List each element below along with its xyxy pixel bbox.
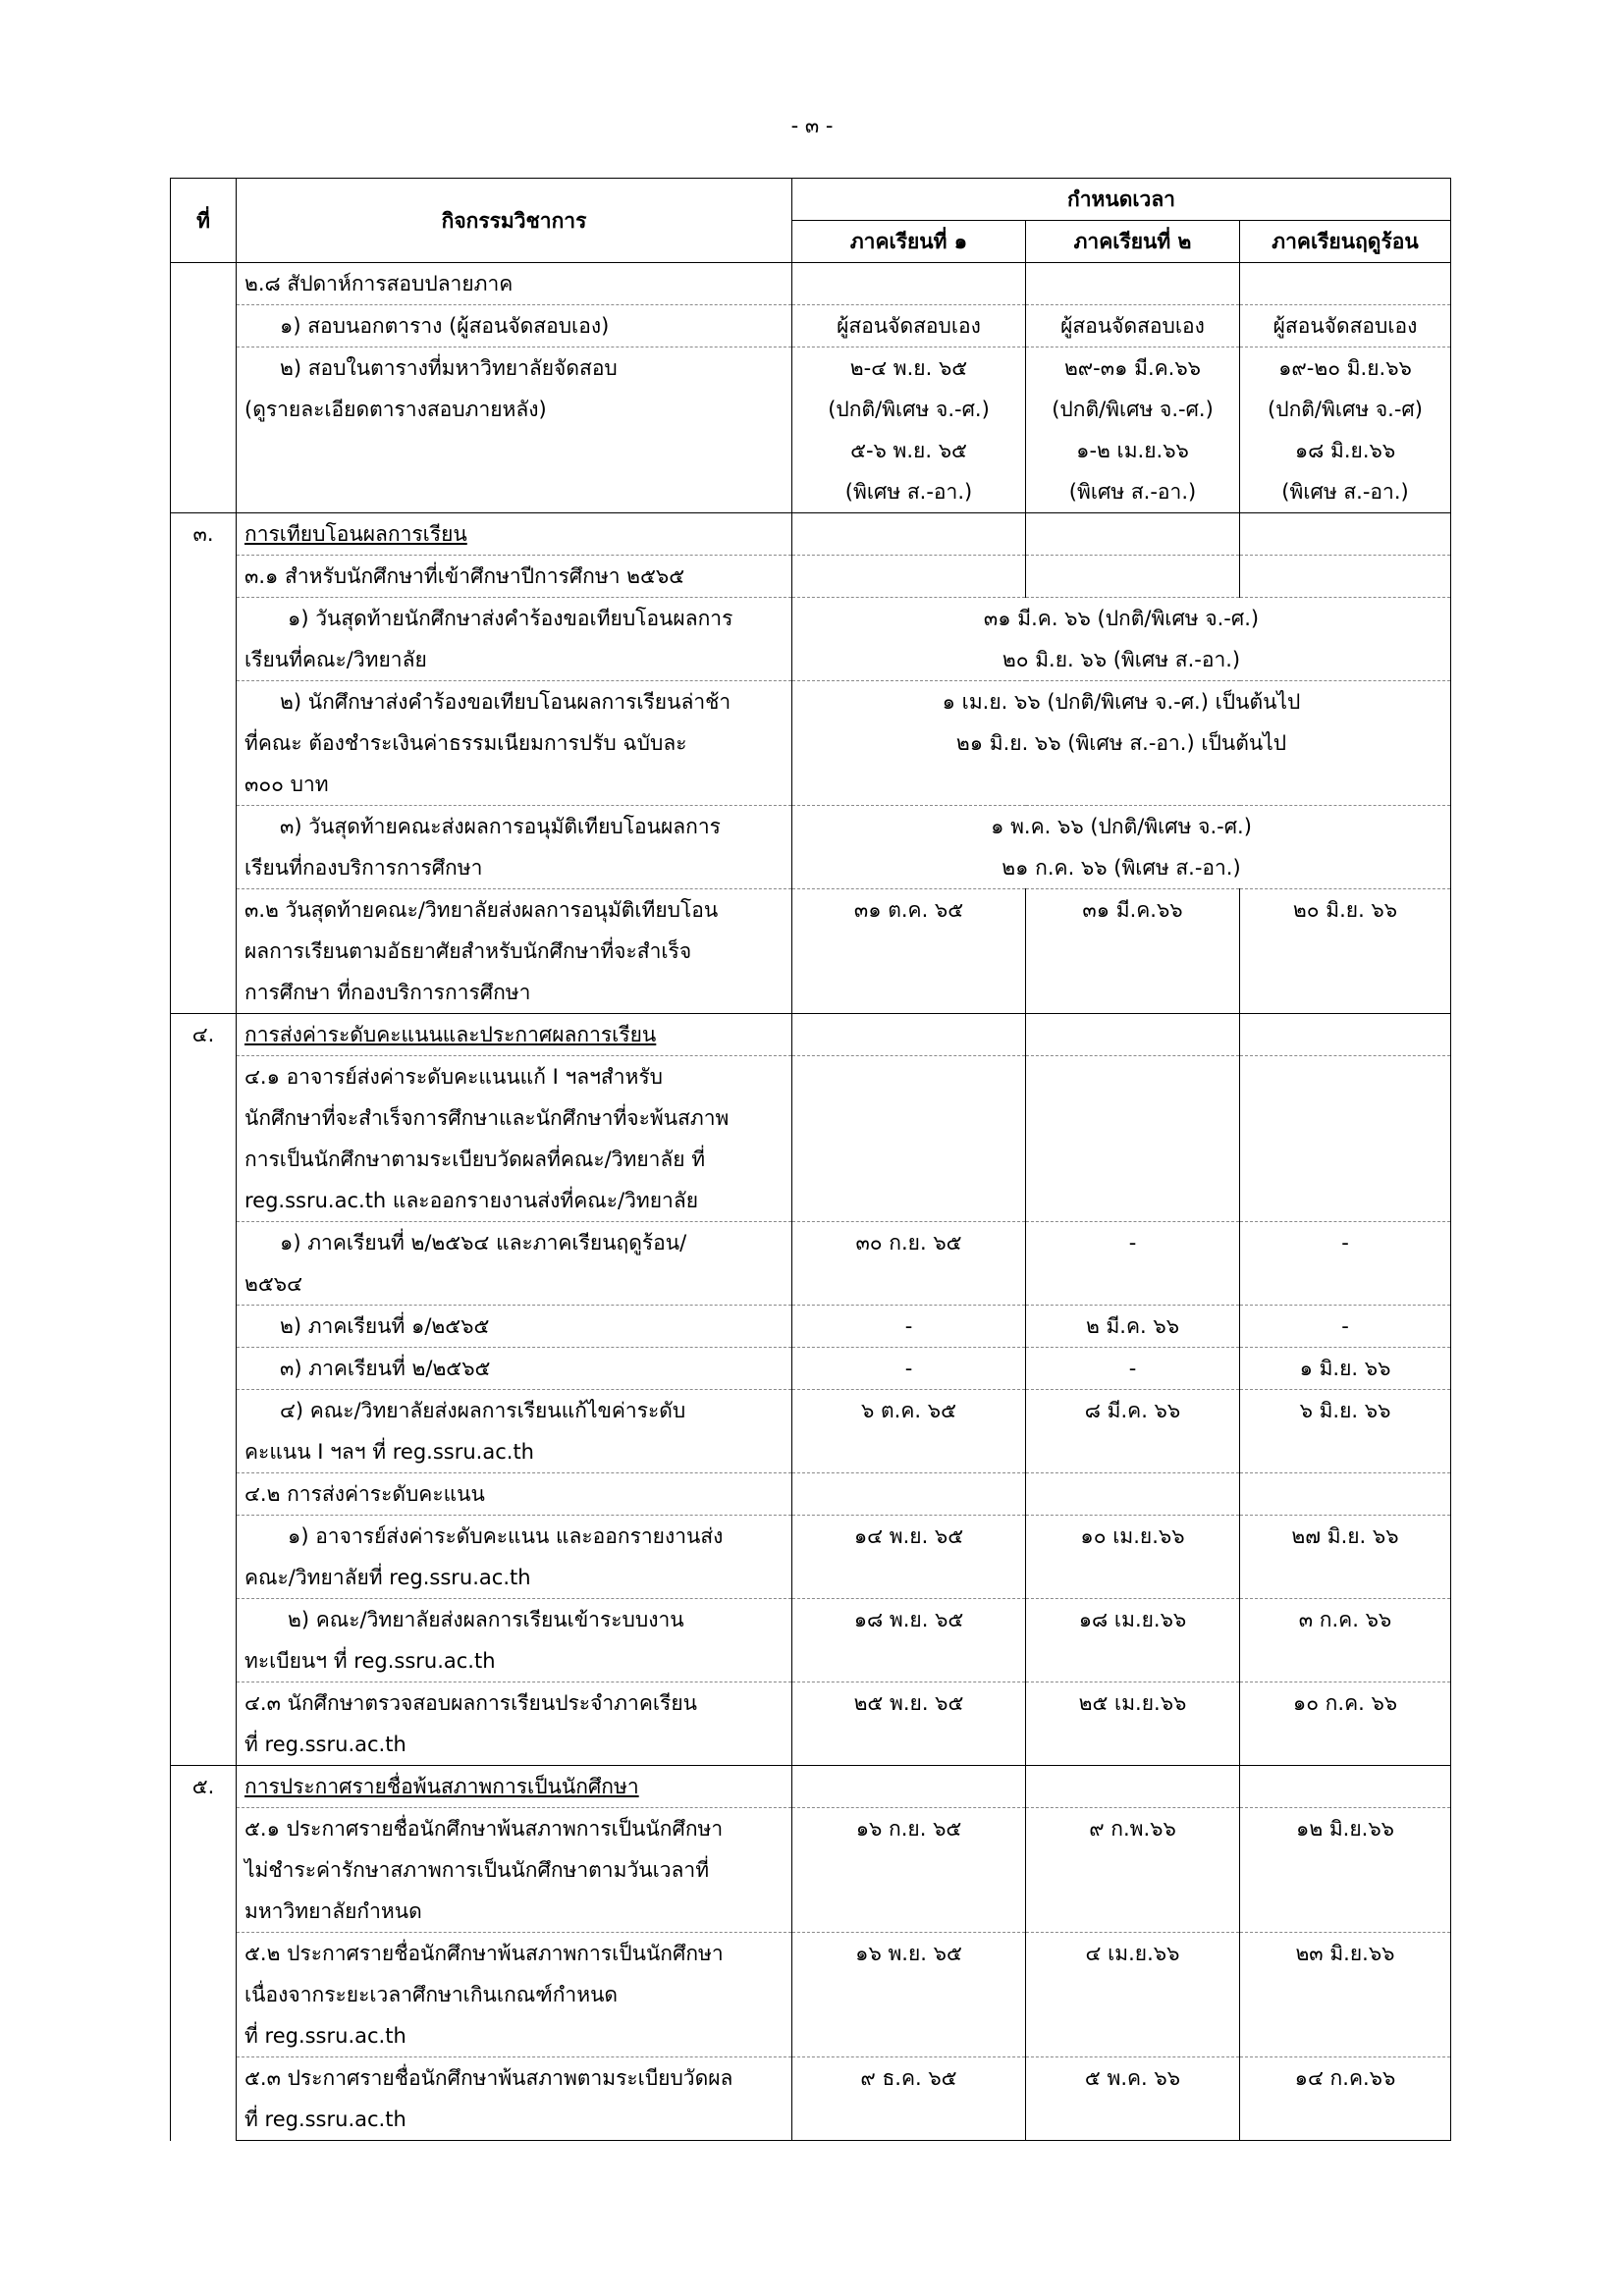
row-label: ๓) ภาคเรียนที่ ๒/๒๕๖๕ [237,1348,792,1390]
table-row [171,1516,1451,1599]
section-number: ๕. [171,1766,237,2141]
row-label: ๔) คณะ/วิทยาลัยส่งผลการเรียนแก้ไขค่าระดับ คะแนน I ฯลฯ ที่ reg.ssru.ac.th [237,1390,792,1473]
term-2-value: ๔ เม.ย.๖๖ [1026,1933,1240,2057]
term-1-value: ๓๑ ต.ค. ๖๕ [792,889,1026,1014]
header-activity: กิจกรรมวิชาการ [237,179,792,263]
term-2-value: ๑๘ เม.ย.๖๖ [1026,1599,1240,1682]
header-term-summer: ภาคเรียนฤดูร้อน [1240,221,1451,263]
table-row [171,1014,1451,1056]
term-summer-value: ๖ มิ.ย. ๖๖ [1240,1390,1451,1473]
term-summer-value: - [1240,1222,1451,1306]
term-summer-value: ๒๗ มิ.ย. ๖๖ [1240,1516,1451,1599]
row-label: ๑) อาจารย์ส่งค่าระดับคะแนน และออกรายงานส่ง คณะ/วิทยาลัยที่ reg.ssru.ac.th [237,1516,792,1599]
term-1-value: - [792,1306,1026,1348]
table-row [171,1808,1451,1933]
row-label: ๒) คณะ/วิทยาลัยส่งผลการเรียนเข้าระบบงาน ทะเบียนฯ ที่ reg.ssru.ac.th [237,1599,792,1682]
table-row [171,598,1451,681]
table-row [171,1348,1451,1390]
section-title: การประกาศรายชื่อพ้นสภาพการเป็นนักศึกษา [237,1766,792,1808]
table-row [171,806,1451,889]
term-2-value: ๑๐ เม.ย.๖๖ [1026,1516,1240,1599]
term-1-value: ๑๘ พ.ย. ๖๕ [792,1599,1026,1682]
table-row [171,347,1451,513]
section-number: ๓. [171,513,237,1014]
term-summer-value: ๑ มิ.ย. ๖๖ [1240,1348,1451,1390]
term-1-value: ๖ ต.ค. ๖๕ [792,1390,1026,1473]
header-term-2: ภาคเรียนที่ ๒ [1026,221,1240,263]
merged-schedule-value: ๑ พ.ค. ๖๖ (ปกติ/พิเศษ จ.-ศ.) ๒๑ ก.ค. ๖๖ (พิเศษ ส.-อา.) [792,806,1451,889]
term-2-value: ผู้สอนจัดสอบเอง [1026,305,1240,347]
term-summer-value: ๑๔ ก.ค.๖๖ [1240,2057,1451,2141]
table-row [171,2057,1451,2141]
row-label: ๓.๒ วันสุดท้ายคณะ/วิทยาลัยส่งผลการอนุมัติเทียบโอน ผลการเรียนตามอัธยาศัยสำหรับนักศึกษาที่จะสำเร็จ การศึกษา ที่กองบริการการศึกษา [237,889,792,1014]
page-number: - ๓ - [790,114,834,137]
term-summer-value: - [1240,1306,1451,1348]
term-summer-value: ๒๐ มิ.ย. ๖๖ [1240,889,1451,1014]
header-term-1: ภาคเรียนที่ ๑ [792,221,1026,263]
term-summer-value: ๓ ก.ค. ๖๖ [1240,1599,1451,1682]
row-label: ๒) ภาคเรียนที่ ๑/๒๕๖๕ [237,1306,792,1348]
table-row [171,1390,1451,1473]
term-2-value: ๒๕ เม.ย.๖๖ [1026,1682,1240,1766]
row-label: ๔.๒ การส่งค่าระดับคะแนน [237,1473,792,1516]
term-1-value: ๒-๔ พ.ย. ๖๕ (ปกติ/พิเศษ จ.-ศ.) ๕-๖ พ.ย. ๖๕ (พิเศษ ส.-อา.) [792,347,1026,513]
row-label: ๓) วันสุดท้ายคณะส่งผลการอนุมัติเทียบโอนผลการ เรียนที่กองบริการการศึกษา [237,806,792,889]
row-label: ๑) ภาคเรียนที่ ๒/๒๕๖๔ และภาคเรียนฤดูร้อน/ ๒๕๖๔ [237,1222,792,1306]
table-row [171,1056,1451,1222]
term-2-value: ๒ มี.ค. ๖๖ [1026,1306,1240,1348]
term-2-value: ๙ ก.พ.๖๖ [1026,1808,1240,1933]
academic-calendar-table [170,178,1451,2141]
term-2-value: - [1026,1348,1240,1390]
table-row [171,513,1451,556]
term-1-value: ๙ ธ.ค. ๖๕ [792,2057,1026,2141]
table-row [171,681,1451,806]
term-2-value: ๕ พ.ค. ๖๖ [1026,2057,1240,2141]
row-label: ๒) สอบในตารางที่มหาวิทยาลัยจัดสอบ (ดูรายละเอียดตารางสอบภายหลัง) [237,347,792,513]
row-label: ๒.๘ สัปดาห์การสอบปลายภาค [237,263,792,305]
term-2-value: - [1026,1222,1240,1306]
table-row [171,1766,1451,1808]
term-1-value: ผู้สอนจัดสอบเอง [792,305,1026,347]
term-1-value: ๑๖ พ.ย. ๖๕ [792,1933,1026,2057]
row-label: ๑) สอบนอกตาราง (ผู้สอนจัดสอบเอง) [237,305,792,347]
row-label: ๕.๒ ประกาศรายชื่อนักศึกษาพ้นสภาพการเป็นนักศึกษา เนื่องจากระยะเวลาศึกษาเกินเกณฑ์กำหนด ที่ reg.ssru.ac.th [237,1933,792,2057]
term-summer-value: ผู้สอนจัดสอบเอง [1240,305,1451,347]
term-summer-value: ๑๙-๒๐ มิ.ย.๖๖ (ปกติ/พิเศษ จ.-ศ) ๑๘ มิ.ย.๖๖ (พิเศษ ส.-อา.) [1240,347,1451,513]
term-summer-value: ๒๓ มิ.ย.๖๖ [1240,1933,1451,2057]
row-label: ๔.๓ นักศึกษาตรวจสอบผลการเรียนประจำภาคเรียน ที่ reg.ssru.ac.th [237,1682,792,1766]
table-row [171,1473,1451,1516]
table-row [171,305,1451,347]
row-label: ๑) วันสุดท้ายนักศึกษาส่งคำร้องขอเทียบโอนผลการ เรียนที่คณะ/วิทยาลัย [237,598,792,681]
section-number: ๔. [171,1014,237,1766]
term-1-value: - [792,1348,1026,1390]
table-row [171,1682,1451,1766]
merged-schedule-value: ๑ เม.ย. ๖๖ (ปกติ/พิเศษ จ.-ศ.) เป็นต้นไป ๒๑ มิ.ย. ๖๖ (พิเศษ ส.-อา.) เป็นต้นไป [792,681,1451,806]
term-1-value: ๓๐ ก.ย. ๖๕ [792,1222,1026,1306]
row-label: ๔.๑ อาจารย์ส่งค่าระดับคะแนนแก้ I ฯลฯสำหรับ นักศึกษาที่จะสำเร็จการศึกษาและนักศึกษาที่จะพ้นสภาพ การเป็นนักศึกษาตามระเบียบวัดผลที่คณะ/วิทยาลัย ที่ reg.ssru.ac.th และออกรายงานส่งที่คณะ/วิทยาลัย [237,1056,792,1222]
term-summer-value: ๑๐ ก.ค. ๖๖ [1240,1682,1451,1766]
row-label: ๕.๓ ประกาศรายชื่อนักศึกษาพ้นสภาพตามระเบียบวัดผล ที่ reg.ssru.ac.th [237,2057,792,2141]
table-row [171,1599,1451,1682]
table-row [171,1933,1451,2057]
row-label: ๒) นักศึกษาส่งคำร้องขอเทียบโอนผลการเรียนล่าช้า ที่คณะ ต้องชำระเงินค่าธรรมเนียมการปรับ ฉบับละ ๓๐๐ บาท [237,681,792,806]
merged-schedule-value: ๓๑ มี.ค. ๖๖ (ปกติ/พิเศษ จ.-ศ.) ๒๐ มิ.ย. ๖๖ (พิเศษ ส.-อา.) [792,598,1451,681]
table-row [171,889,1451,1014]
row-label: ๕.๑ ประกาศรายชื่อนักศึกษาพ้นสภาพการเป็นนักศึกษา ไม่ชำระค่ารักษาสภาพการเป็นนักศึกษาตามวันเวลาที่ มหาวิทยาลัยกำหนด [237,1808,792,1933]
section-title: การส่งค่าระดับคะแนนและประกาศผลการเรียน [237,1014,792,1056]
term-summer-value: ๑๒ มิ.ย.๖๖ [1240,1808,1451,1933]
table-row [171,1306,1451,1348]
term-1-value: ๒๕ พ.ย. ๖๕ [792,1682,1026,1766]
term-1-value: ๑๖ ก.ย. ๖๕ [792,1808,1026,1933]
term-2-value: ๓๑ มี.ค.๖๖ [1026,889,1240,1014]
term-2-value: ๒๙-๓๑ มี.ค.๖๖ (ปกติ/พิเศษ จ.-ศ.) ๑-๒ เม.ย.๖๖ (พิเศษ ส.-อา.) [1026,347,1240,513]
section-title: การเทียบโอนผลการเรียน [237,513,792,556]
term-1-value: ๑๔ พ.ย. ๖๕ [792,1516,1026,1599]
table-row [171,263,1451,305]
header-no: ที่ [171,179,237,263]
header-schedule: กำหนดเวลา [792,179,1451,221]
table-row [171,1222,1451,1306]
term-2-value: ๘ มี.ค. ๖๖ [1026,1390,1240,1473]
row-label: ๓.๑ สำหรับนักศึกษาที่เข้าศึกษาปีการศึกษา ๒๕๖๕ [237,556,792,598]
table-row [171,556,1451,598]
